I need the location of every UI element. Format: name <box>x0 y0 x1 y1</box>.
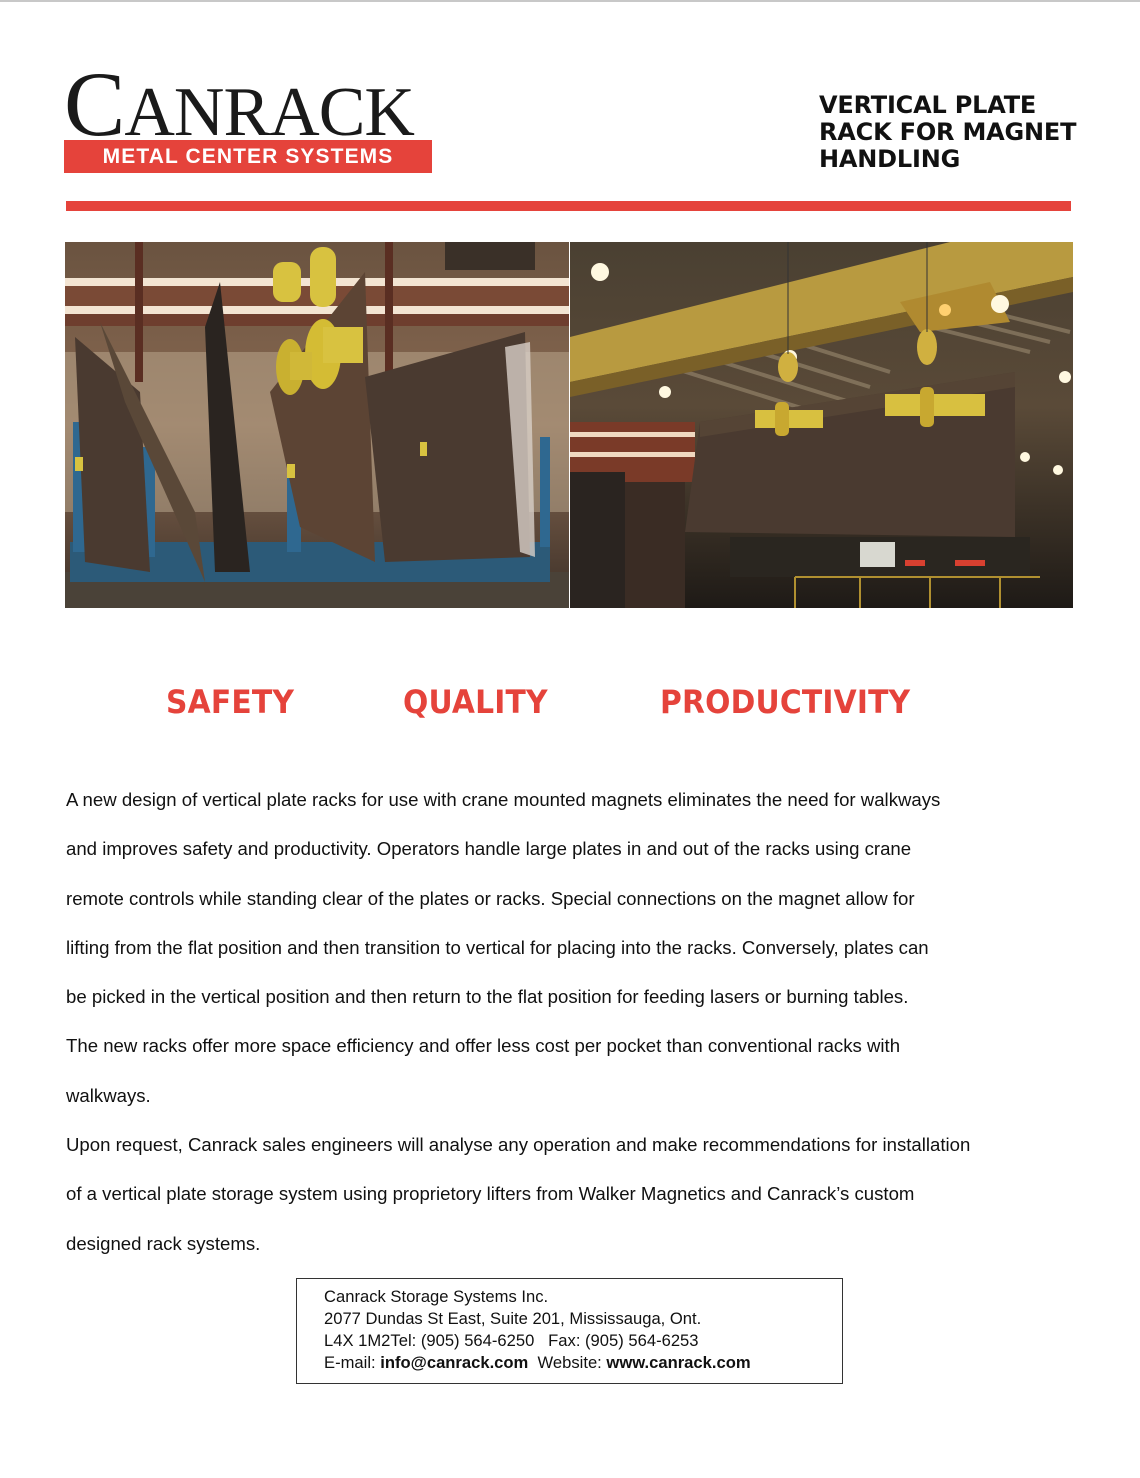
website-label: Website: <box>528 1353 607 1372</box>
contact-address: 2077 Dundas St East, Suite 201, Mississauga, Ont. <box>324 1309 702 1328</box>
photo-magnet-lifting-plate <box>570 242 1073 608</box>
logo-tagline-band: METAL CENTER SYSTEMS <box>64 140 432 173</box>
body-text-line: The new racks offer more space efficiency and offer less cost per pocket than conventional racks with <box>66 1035 901 1057</box>
photo-vertical-racks-image <box>65 242 569 608</box>
body-text-line: walkways. <box>66 1084 151 1106</box>
document-title-line: RACK FOR MAGNET <box>819 118 1077 146</box>
photo-vertical-racks <box>65 242 569 608</box>
document-title <box>819 92 1119 173</box>
tagline-quality: QUALITY <box>403 683 548 721</box>
body-text-line: of a vertical plate storage system using proprietory lifters from Walker Magnetics and Canrack’s custom <box>66 1183 915 1205</box>
document-title-line: HANDLING <box>819 145 961 173</box>
contact-info-box <box>296 1278 843 1384</box>
website-link[interactable]: www.canrack.com <box>606 1353 751 1372</box>
body-text-line: lifting from the flat position and then transition to vertical for placing into the racks. Conversely, plates can <box>66 936 929 958</box>
canrack-logo <box>64 53 432 173</box>
photo-magnet-lifting-plate-image <box>570 242 1073 608</box>
logo-wordmark <box>64 53 432 155</box>
body-text-line: and improves safety and productivity. Operators handle large plates in and out of the racks using crane <box>66 838 912 860</box>
email-link[interactable]: info@canrack.com <box>380 1353 529 1372</box>
body-text-line: remote controls while standing clear of the plates or racks. Special connections on the magnet allow for <box>66 887 915 909</box>
body-text-line: Upon request, Canrack sales engineers will analyse any operation and make recommendations for installation <box>66 1134 971 1156</box>
email-label: E-mail: <box>324 1353 381 1372</box>
body-text-line: A new design of vertical plate racks for use with crane mounted magnets eliminates the need for walkways <box>66 789 941 810</box>
contact-phone-fax: L4X 1M2Tel: (905) 564-6250 Fax: (905) 564-6253 <box>324 1331 699 1350</box>
contact-company: Canrack Storage Systems Inc. <box>324 1287 549 1306</box>
document-title-line: VERTICAL PLATE <box>819 91 1037 119</box>
contact-email-website <box>324 1352 842 1374</box>
page-top-rule <box>0 0 1140 2</box>
body-text-line: be picked in the vertical position and then return to the flat position for feeding lasers or burning tables. <box>66 986 909 1008</box>
logo-wordmark-rest: ANRACK <box>124 74 414 151</box>
tagline-productivity: PRODUCTIVITY <box>660 683 911 721</box>
body-text-line: designed rack systems. <box>66 1232 261 1254</box>
header-divider-bar <box>66 201 1071 211</box>
value-taglines <box>0 683 1140 723</box>
logo-wordmark-initial: C <box>64 53 125 155</box>
tagline-safety: SAFETY <box>166 683 295 721</box>
description-body <box>66 775 1076 1268</box>
